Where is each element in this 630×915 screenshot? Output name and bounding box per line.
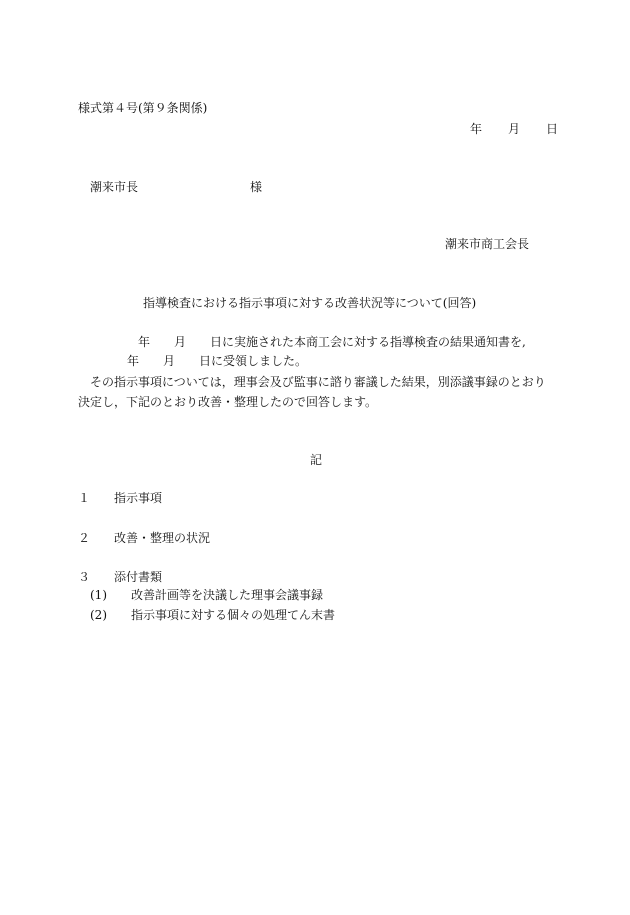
item-1-number: １ xyxy=(78,491,91,505)
addressee-honorific: 様 xyxy=(250,180,263,194)
attachment-2-label: 指示事項に対する個々の処理てん末書 xyxy=(131,608,336,622)
header-date xyxy=(470,122,558,136)
body-line-1-year: 年 xyxy=(138,335,151,349)
body-line-1 xyxy=(138,335,526,349)
body-line-1-month: 月 xyxy=(174,335,187,349)
item-2-number: ２ xyxy=(78,531,91,545)
sender-name: 潮来市商工会長 xyxy=(445,237,530,251)
body-line-2-year: 年 xyxy=(127,354,140,368)
body-line-4: 決定し，下記のとおり改善・整理したので回答します。 xyxy=(78,395,378,409)
item-3-number: ３ xyxy=(78,570,91,584)
body-line-2-text: 日に受領しました。 xyxy=(199,354,308,368)
body-line-2 xyxy=(127,354,307,368)
item-1 xyxy=(78,491,162,505)
body-line-3: その指示事項については，理事会及び監事に諮り審議した結果，別添議事録のとおり xyxy=(90,375,546,389)
item-2 xyxy=(78,531,210,545)
ki-heading: 記 xyxy=(310,453,323,467)
attachment-1-label: 改善計画等を決議した理事会議事録 xyxy=(131,588,324,602)
body-line-1-text: 日に実施された本商工会に対する指導検査の結果通知書を, xyxy=(210,335,526,349)
document-title: 指導検査における指示事項に対する改善状況等について(回答) xyxy=(143,296,477,310)
attachment-1 xyxy=(90,588,323,602)
addressee-name: 潮来市長 xyxy=(90,180,139,194)
attachment-2 xyxy=(90,608,335,622)
item-3 xyxy=(78,570,162,584)
attachment-2-number: (2) xyxy=(90,608,107,622)
form-number: 様式第４号(第９条関係) xyxy=(78,101,208,115)
item-2-label: 改善・整理の状況 xyxy=(114,531,211,545)
item-1-label: 指示事項 xyxy=(114,491,163,505)
body-line-2-month: 月 xyxy=(163,354,176,368)
attachment-1-number: (1) xyxy=(90,588,107,602)
header-date-day: 日 xyxy=(546,122,559,136)
header-date-year: 年 xyxy=(470,122,483,136)
header-date-month: 月 xyxy=(508,122,521,136)
item-3-label: 添付書類 xyxy=(114,570,163,584)
